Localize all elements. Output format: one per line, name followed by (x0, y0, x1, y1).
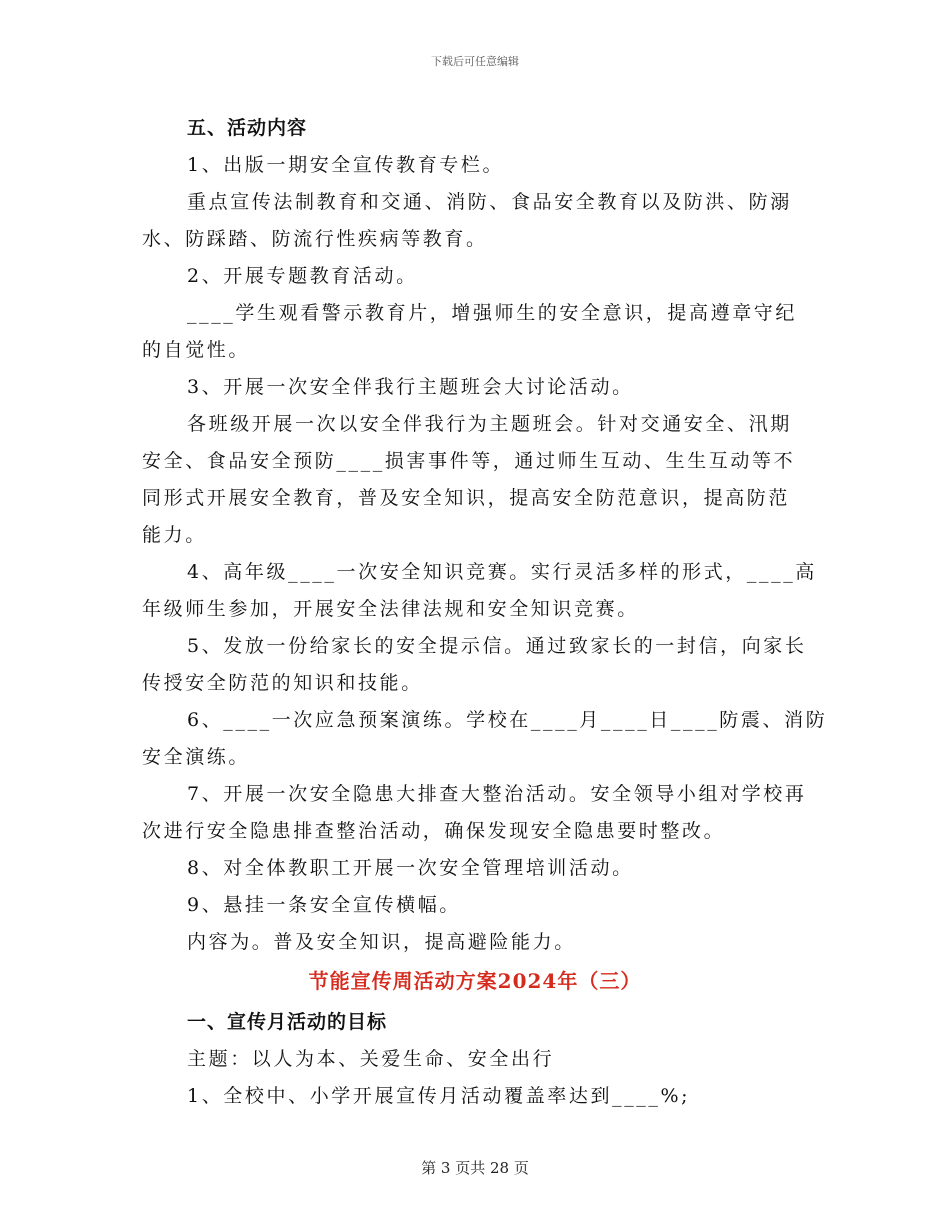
paragraph-line: 内容为。普及安全知识，提高避险能力。 (187, 931, 576, 953)
paragraph-line: ____学生观看警示教育片，增强师生的安全意识，提高遵章守纪 (187, 302, 798, 324)
page-header: 下载后可任意编辑 (431, 55, 519, 68)
paragraph-line: 的自觉性。 (142, 339, 251, 361)
paragraph-line: 次进行安全隐患排查整治活动，确保发现安全隐患要时整改。 (142, 820, 726, 842)
paragraph-line: 5、发放一份给家长的安全提示信。通过致家长的一封信，向家长 (187, 635, 807, 657)
paragraph-line: 安全演练。 (142, 746, 251, 768)
paragraph-line: 1、出版一期安全宣传教育专栏。 (187, 154, 505, 176)
section-title: 节能宣传周活动方案2024年（三） (308, 969, 642, 993)
paragraph-line: 重点宣传法制教育和交通、消防、食品安全教育以及防洪、防溺 (187, 191, 792, 213)
section-heading: 五、活动内容 (187, 117, 308, 139)
paragraph-line: 7、开展一次安全隐患大排查大整治活动。安全领导小组对学校再 (187, 783, 807, 805)
paragraph-line: 6、____一次应急预案演练。学校在____月____日____防震、消防 (187, 709, 828, 731)
paragraph-line: 9、悬挂一条安全宣传横幅。 (187, 894, 461, 916)
paragraph-line: 同形式开展安全教育，普及安全知识，提高安全防范意识，提高防范 (142, 487, 791, 509)
paragraph-line: 2、开展专题教育活动。 (187, 265, 418, 287)
paragraph-line: 安全、食品安全预防____损害事件等，通过师生互动、生生互动等不 (142, 450, 796, 472)
paragraph-line: 4、高年级____一次安全知识竞赛。实行灵活多样的形式，____高 (187, 561, 817, 583)
paragraph-line: 8、对全体教职工开展一次安全管理培训活动。 (187, 857, 634, 879)
paragraph-line: 能力。 (142, 524, 207, 546)
paragraph-line: 3、开展一次安全伴我行主题班会大讨论活动。 (187, 376, 634, 398)
paragraph-line: 1、全校中、小学开展宣传月活动覆盖率达到____%; (187, 1085, 691, 1107)
paragraph-line: 水、防踩踏、防流行性疾病等教育。 (142, 228, 488, 250)
paragraph-line: 各班级开展一次以安全伴我行为主题班会。针对交通安全、汛期 (187, 413, 792, 435)
section-heading: 一、宣传月活动的目标 (187, 1011, 388, 1033)
paragraph-line: 传授安全防范的知识和技能。 (142, 672, 423, 694)
paragraph-line: 主题：以人为本、关爱生命、安全出行 (187, 1048, 555, 1070)
paragraph-line: 年级师生参加，开展安全法律法规和安全知识竞赛。 (142, 598, 639, 620)
page-footer: 第 3 页共 28 页 (421, 1159, 529, 1177)
